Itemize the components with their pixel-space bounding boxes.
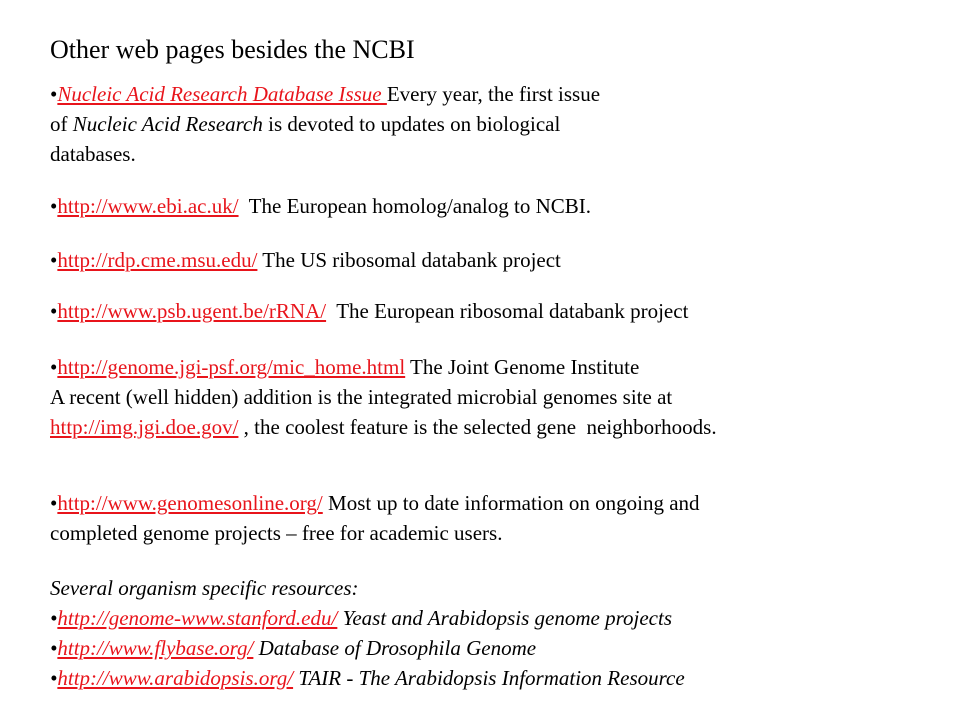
nar-line-1 [50, 79, 600, 109]
arabidopsis-link[interactable]: http://www.arabidopsis.org/ [57, 666, 294, 690]
ebi-text: The European homolog/analog to NCBI. [238, 194, 592, 218]
jgi-text-1: The Joint Genome Institute [405, 355, 640, 379]
organism-heading: Several organism specific resources: [50, 576, 359, 600]
rdp-link[interactable]: http://rdp.cme.msu.edu/ [57, 248, 258, 272]
organism-item-text: TAIR - The Arabidopsis Information Resource [293, 666, 685, 690]
gold-link[interactable]: http://www.genomesonline.org/ [57, 491, 323, 515]
psb-link[interactable]: http://www.psb.ugent.be/rRNA/ [57, 299, 327, 323]
jgi-link[interactable]: http://genome.jgi-psf.org/mic_home.html [57, 355, 406, 379]
bullet: • [50, 82, 58, 106]
gold-text-1: Most up to date information on ongoing and [322, 491, 700, 515]
nar-section [50, 79, 600, 169]
nar-text-1: Every year, the first issue [386, 82, 601, 106]
nar-text-2-post: is devoted to updates on biological [262, 112, 561, 136]
stanford-link[interactable]: http://genome-www.stanford.edu/ [57, 606, 338, 630]
bullet: • [50, 606, 58, 630]
bullet: • [50, 248, 58, 272]
nar-line-3: databases. [50, 142, 136, 166]
bullet: • [50, 299, 58, 323]
jgi-line-2: A recent (well hidden) addition is the integrated microbial genomes site at [50, 385, 673, 409]
bullet: • [50, 491, 58, 515]
bullet: • [50, 355, 58, 379]
bullet: • [50, 666, 58, 690]
bullet: • [50, 194, 58, 218]
organism-item-text: Database of Drosophila Genome [253, 636, 537, 660]
gold-line-1 [50, 488, 700, 518]
organism-item [50, 633, 685, 663]
nar-link[interactable]: Nucleic Acid Research Database Issue [57, 82, 387, 106]
nar-line-2 [50, 109, 600, 139]
organism-item [50, 663, 685, 693]
psb-text: The European ribosomal databank project [326, 299, 689, 323]
organism-item [50, 603, 685, 633]
organism-item-text: Yeast and Arabidopsis genome projects [337, 606, 672, 630]
jgi-section [50, 352, 717, 442]
nar-text-2-pre: of [50, 112, 73, 136]
rdp-line [50, 245, 561, 275]
gold-section [50, 488, 700, 548]
jgi-line-3 [50, 412, 717, 442]
nar-journal-name: Nucleic Acid Research [72, 112, 263, 136]
flybase-link[interactable]: http://www.flybase.org/ [57, 636, 254, 660]
ebi-link[interactable]: http://www.ebi.ac.uk/ [57, 194, 239, 218]
organism-section [50, 573, 685, 693]
psb-line [50, 296, 688, 326]
jgi-text-3: , the coolest feature is the selected gene neighborhoods. [238, 415, 717, 439]
jgi-line-1 [50, 352, 717, 382]
bullet: • [50, 636, 58, 660]
page-title: Other web pages besides the NCBI [50, 35, 415, 64]
rdp-text: The US ribosomal databank project [257, 248, 561, 272]
gold-line-2: completed genome projects – free for academic users. [50, 521, 503, 545]
img-jgi-link[interactable]: http://img.jgi.doe.gov/ [50, 415, 239, 439]
ebi-line [50, 191, 591, 221]
